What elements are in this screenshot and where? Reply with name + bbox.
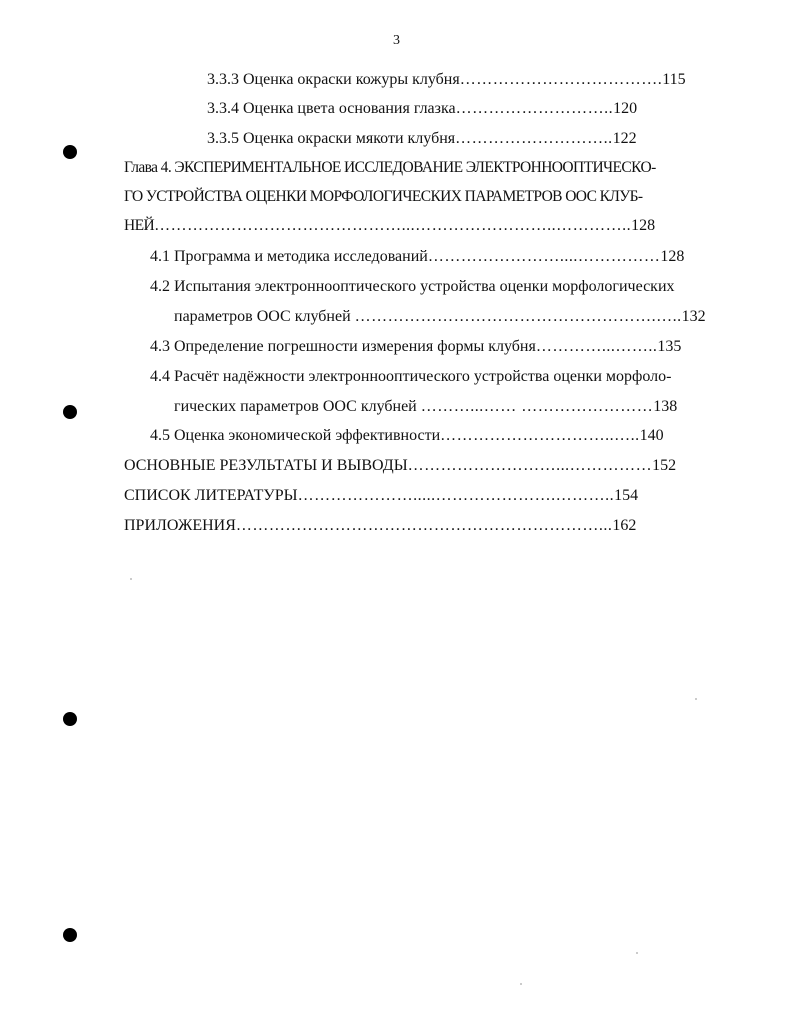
binder-hole-4 bbox=[63, 928, 77, 942]
toc-entry-title: 3.3.3 Оценка окраски кожуры клубня bbox=[207, 71, 460, 88]
toc-chapter-4-line-3 bbox=[124, 216, 727, 236]
toc-leader-dots: ……………………….. bbox=[455, 130, 613, 147]
toc-leader-dots: …………………………..….. bbox=[440, 427, 640, 444]
toc-page-number: 132 bbox=[681, 308, 706, 325]
toc-entry-title: ОСНОВНЫЕ РЕЗУЛЬТАТЫ И ВЫВОДЫ bbox=[124, 457, 408, 474]
scan-speck bbox=[636, 952, 638, 954]
toc-chapter-4-line-2: ГО УСТРОЙСТВА ОЦЕНКИ МОРФОЛОГИЧЕСКИХ ПАРАМЕТРОВ ООС КЛУБ- bbox=[124, 188, 643, 205]
scan-speck bbox=[520, 983, 522, 985]
toc-entry-title: 4.1 Программа и методика исследований bbox=[150, 248, 428, 265]
toc-leader-dots: ……………………………………………….….. bbox=[354, 308, 682, 325]
binder-hole-1 bbox=[63, 145, 77, 159]
toc-entry-4-2-line-1: 4.2 Испытания электроннооптического устройства оценки морфологических bbox=[150, 278, 675, 295]
page-number: 3 bbox=[393, 33, 400, 48]
toc-entry-4-5 bbox=[150, 426, 727, 446]
toc-entry-title: 4.5 Оценка экономической эффективности bbox=[150, 427, 441, 444]
toc-entry-4-4-line-1: 4.4 Расчёт надёжности электроннооптического устройства оценки морфоло- bbox=[150, 368, 672, 385]
toc-entry-title: параметров ООС клубней bbox=[174, 308, 351, 325]
toc-entry-title: 4.3 Определение погрешности измерения формы клубня bbox=[150, 338, 536, 355]
toc-page-number: 140 bbox=[639, 427, 664, 444]
toc-page-number: 128 bbox=[660, 248, 685, 265]
toc-page-number: 120 bbox=[613, 100, 638, 117]
toc-entry-3-3-5 bbox=[207, 129, 727, 149]
toc-page-number: 135 bbox=[657, 338, 682, 355]
toc-page-number: 154 bbox=[614, 487, 639, 504]
toc-entry-4-3 bbox=[150, 337, 727, 357]
toc-page-number: 122 bbox=[612, 130, 637, 147]
toc-entry-appendix bbox=[124, 516, 727, 536]
toc-leader-dots: ……………………….. bbox=[455, 100, 614, 117]
toc-leader-dots: ………………………………………...……………………..………….. bbox=[154, 217, 632, 234]
toc-entry-3-3-4 bbox=[207, 99, 727, 119]
toc-entry-results bbox=[124, 456, 722, 476]
scan-speck bbox=[130, 578, 132, 580]
toc-leader-dots: …………………………………………………………... bbox=[235, 517, 613, 534]
toc-entry-title: СПИСОК ЛИТЕРАТУРЫ bbox=[124, 487, 298, 504]
toc-page-number: 152 bbox=[652, 457, 677, 474]
toc-leader-dots: ………...…… …………………… bbox=[420, 398, 654, 415]
toc-leader-dots: ………………….....………………….……….. bbox=[297, 487, 615, 504]
toc-leader-dots: ……………………....…………… bbox=[427, 248, 661, 265]
toc-entry-4-4-line-2 bbox=[174, 397, 727, 417]
toc-entry-title: 3.3.4 Оценка цвета основания глазка bbox=[207, 100, 456, 117]
toc-entry-title: ПРИЛОЖЕНИЯ bbox=[124, 517, 236, 534]
toc-entry-title: гических параметров ООС клубней bbox=[174, 398, 417, 415]
scan-speck bbox=[695, 698, 697, 700]
toc-entry-4-2-line-2 bbox=[174, 307, 727, 327]
binder-hole-3 bbox=[63, 712, 77, 726]
toc-entry-3-3-3 bbox=[207, 70, 727, 90]
toc-entry-title: 3.3.5 Оценка окраски мякоти клубня bbox=[207, 130, 456, 147]
toc-entry-references bbox=[124, 486, 727, 506]
toc-page-number: 115 bbox=[662, 71, 686, 88]
toc-leader-dots: ………………………...…………… bbox=[407, 457, 653, 474]
toc-chapter-4-line-1: Глава 4. ЭКСПЕРИМЕНТАЛЬНОЕ ИССЛЕДОВАНИЕ ЭЛЕКТРОННООПТИЧЕСКО- bbox=[124, 159, 656, 176]
toc-page-number: 128 bbox=[631, 217, 656, 234]
toc-page-number: 162 bbox=[612, 517, 637, 534]
toc-entry-title: НЕЙ bbox=[124, 217, 155, 234]
toc-entry-4-1 bbox=[150, 247, 727, 267]
toc-page-number: 138 bbox=[653, 398, 678, 415]
binder-hole-2 bbox=[63, 405, 77, 419]
toc-leader-dots: ………………………………. bbox=[459, 71, 663, 88]
toc-leader-dots: …………...…….. bbox=[535, 338, 658, 355]
